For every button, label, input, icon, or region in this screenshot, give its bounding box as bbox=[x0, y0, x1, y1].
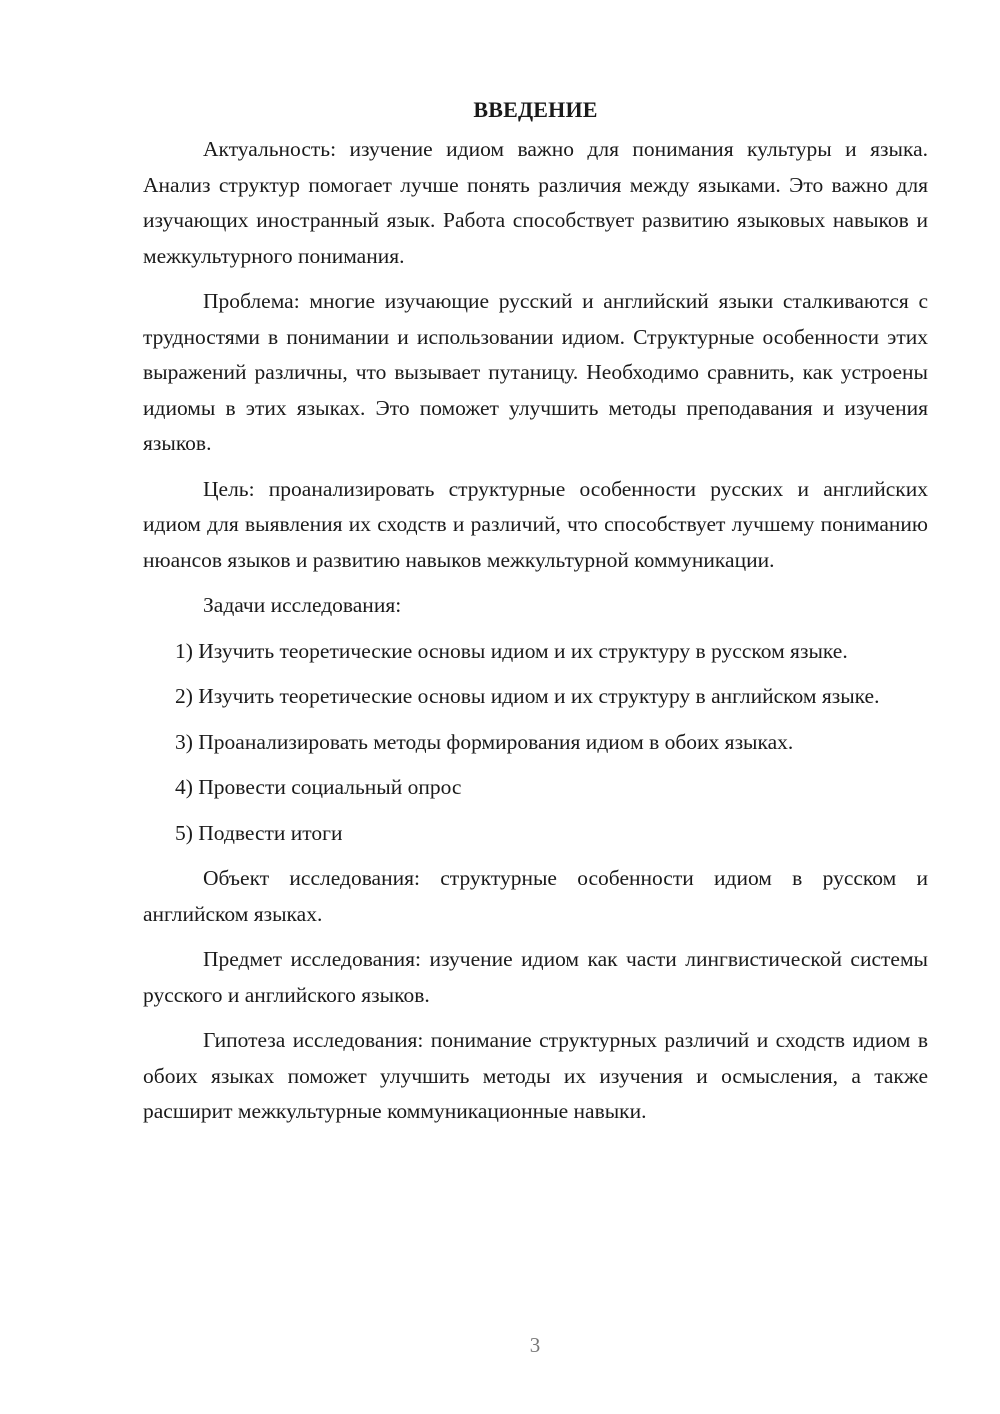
subject-paragraph: Предмет исследования: изучение идиом как части лингвистической системы русского и английского языков. bbox=[143, 947, 928, 1007]
object-paragraph: Объект исследования: структурные особенности идиом в русском и английском языках. bbox=[143, 866, 928, 926]
task-item-1: 1) Изучить теоретические основы идиом и их структуру в русском языке. bbox=[175, 638, 848, 663]
hypothesis-paragraph: Гипотеза исследования: понимание структурных различий и сходств идиом в обоих языках поможет улучшить методы их изучения и осмысления, а также расширит межкультурные коммуникационные навыки. bbox=[143, 1028, 928, 1123]
task-item-5: 5) Подвести итоги bbox=[175, 820, 343, 845]
problem-paragraph: Проблема: многие изучающие русский и английский языки сталкиваются с трудностями в понимании и использовании идиом. Структурные особенности этих выражений различны, что вызывает путаницу. Необходимо сравнить, как устроены идиомы в этих языках. Это поможет улучшить методы преподавания и изучения языков. bbox=[143, 289, 928, 455]
page-number: 3 bbox=[529, 1333, 541, 1357]
task-item-4: 4) Провести социальный опрос bbox=[175, 775, 462, 799]
page-content bbox=[143, 92, 928, 1130]
page-title: ВВЕДЕНИЕ bbox=[473, 97, 598, 122]
goal-paragraph: Цель: проанализировать структурные особенности русских и английских идиом для выявления их сходств и различий, что способствует лучшему пониманию нюансов языков и развитию навыков межкультурной коммуникации. bbox=[143, 476, 928, 572]
task-item-2: 2) Изучить теоретические основы идиом и их структуру в английском языке. bbox=[175, 684, 880, 708]
tasks-heading: Задачи исследования: bbox=[203, 593, 402, 617]
relevance-paragraph: Актуальность: изучение идиом важно для понимания культуры и языка. Анализ структур помогает лучше понять различия между языками. Это важно для изучающих иностранный язык. Работа способствует развитию языковых навыков и межкультурного понимания. bbox=[143, 137, 928, 268]
task-item-3: 3) Проанализировать методы формирования идиом в обоих языках. bbox=[175, 729, 794, 754]
